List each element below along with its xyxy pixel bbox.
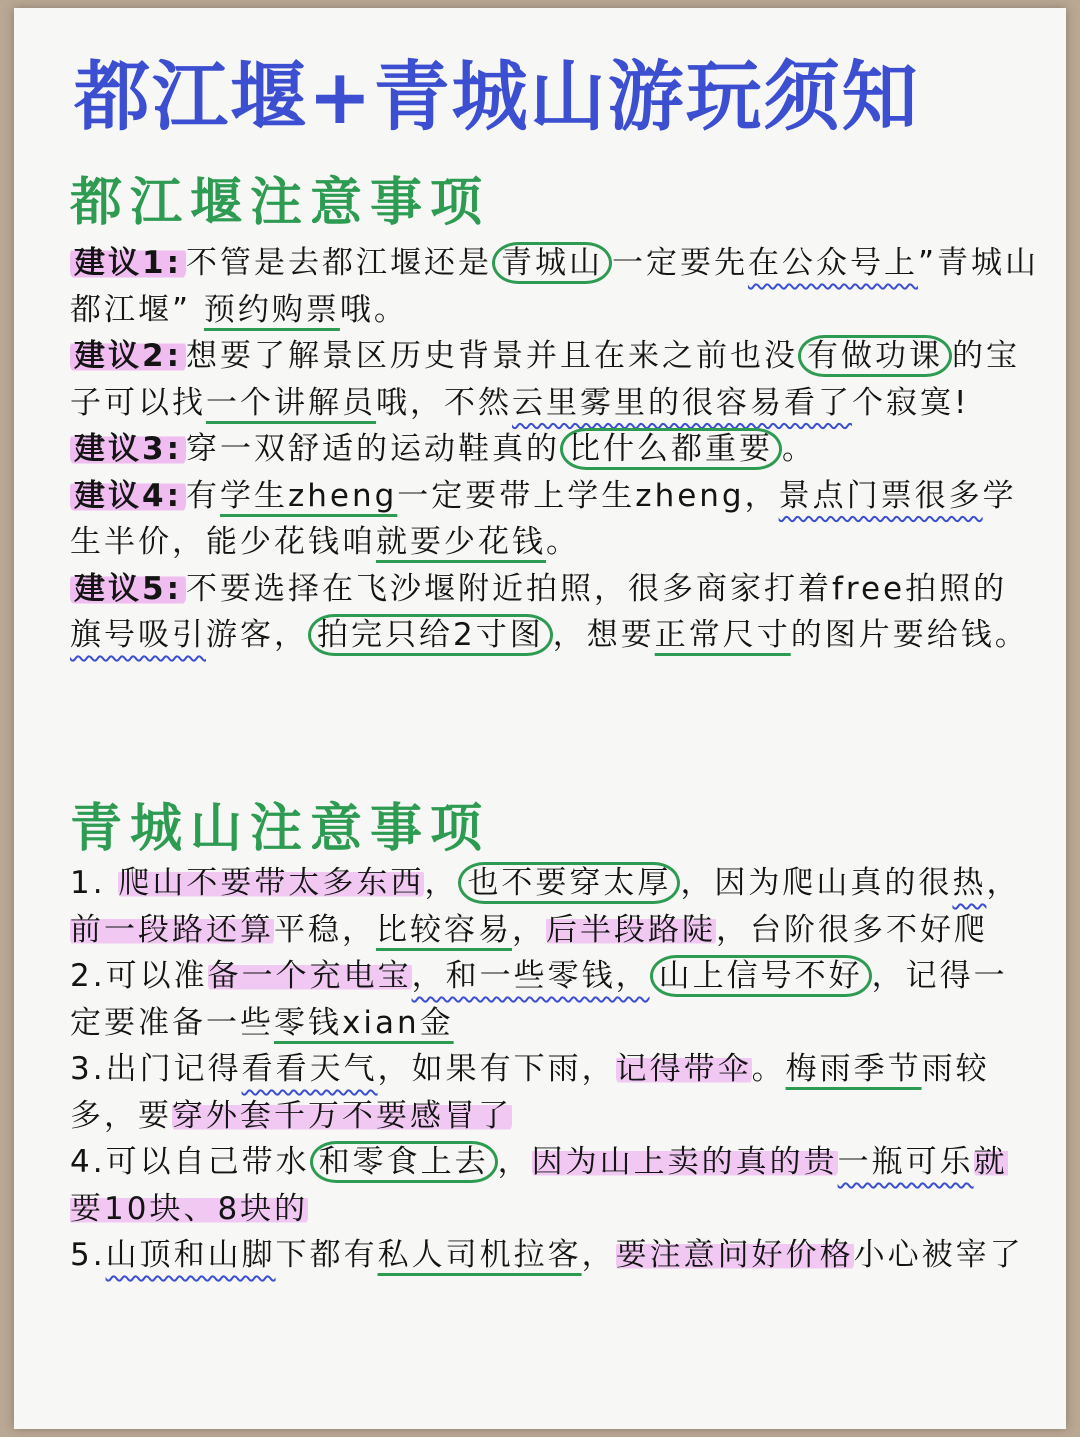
paper-sheet [14,8,1066,1429]
tip-tag: 建议4: [70,478,186,514]
tip-underlined-text: 旗号吸引 [70,617,206,653]
item-text: 5. [70,1237,106,1273]
item-text: ，台阶很多不好爬 [716,911,988,948]
tip-tag: 建议1: [70,245,186,281]
page-title: 都江堰+青城山游玩须知 [74,52,920,141]
tip-3 [70,426,1040,473]
item-circled-text: 和零食上去 [310,1141,498,1183]
item-highlight: 就要10块、8块的 [70,1144,1008,1227]
tip-text: 想要了解景区历史背景并且在来之前也没 [185,338,798,374]
tip-text: 一定要带上学生zheng， [397,477,779,514]
item-underlined-text: 私人司机拉客 [377,1237,582,1273]
tip-text: 哦。 [339,291,408,328]
item-highlight: 记得带伞 [615,1051,752,1087]
item-text: 小心被宰了 [853,1237,1024,1273]
item-underlined-text: 山顶和山脚 [105,1237,276,1273]
tip-text: 游客， [206,617,308,653]
item-underlined-text: 比较容易 [376,911,512,948]
item-text: ，因为爬山真的很 [680,865,953,901]
tip-underlined-text: 学生zheng [219,477,398,514]
item-highlight: 爬山不要带太多东西 [118,865,425,901]
item-5 [70,1232,1040,1279]
qingchengshan-items [70,860,1040,1279]
item-highlight: 因为山上卖的真的贵 [531,1144,838,1180]
tip-circled-text: 有做功课 [798,335,952,377]
item-1 [70,860,1040,953]
tip-tag: 建议5: [70,571,186,607]
tip-text: 一定要先 [611,245,748,281]
item-circled-text: 山上信号不好 [650,955,872,997]
tip-underlined-text: 就要少花钱 [376,524,546,560]
tip-circled-text: 青城山 [492,242,612,284]
item-2 [70,953,1040,1046]
tip-text: 个寂寞! [852,384,970,421]
tip-text: ，想要 [552,617,655,653]
tip-text: 。 [781,431,816,467]
qingchengshan-heading: 青城山注意事项 [70,799,491,859]
dujiangyan-heading: 都江堰注意事项 [70,173,491,233]
item-underlined-text: 热 [952,865,987,901]
item-underlined-text: ，和一些零钱， [411,958,650,994]
tip-text: 哦，不然 [376,384,512,421]
item-underlined-text: 梅雨季节 [785,1051,922,1087]
tip-underlined-text: 景点门票很多 [778,477,983,514]
tip-text: 。 [546,524,580,560]
item-text: 2.可以准 [70,958,208,994]
tip-text: 不要选择在飞沙堰附近拍照，很多商家打着free拍照的 [185,570,1008,607]
item-text: ， [986,865,1021,901]
item-text: ， [581,1237,616,1273]
item-highlight: 要注意问好价格 [615,1237,854,1273]
item-text: 3.出门记得 [70,1051,242,1087]
item-text: 。 [751,1051,786,1087]
item-text: ， [497,1144,532,1180]
tip-circled-text: 拍完只给2寸图 [308,614,553,656]
item-text: 雨较多，要 [70,1051,990,1134]
tip-underlined-text: 云里雾里的很容易看了 [512,384,852,421]
tip-underlined-text: 正常尺寸 [654,617,791,653]
tip-text: 不管是去都江堰还是 [185,245,492,281]
item-circled-text: 也不要穿太厚 [458,862,680,904]
item-3 [70,1046,1040,1139]
item-4 [70,1139,1040,1232]
tip-tag: 建议2: [70,338,186,374]
item-text: 4.可以自己带水 [70,1144,310,1180]
tip-text: 有 [185,477,220,514]
tip-text: 的宝子可以找 [70,338,1020,421]
tip-text: ”青城山都江堰” [70,245,1040,328]
tip-circled-text: 比什么都重要 [560,428,782,470]
tip-2 [70,333,1040,426]
item-text: 下都有 [275,1237,378,1273]
tip-underlined-text: 在公众号上 [747,245,918,281]
tip-1 [70,240,1040,333]
item-underlined-text: 零钱xian金 [274,1004,454,1041]
tip-text: 的图片要给钱。 [790,617,1029,653]
dujiangyan-tips [70,240,1040,659]
item-highlight: 备一个充电宝 [207,958,412,994]
item-highlight: 前一段路还算 [70,911,274,948]
tip-underlined-text: 预约购票 [203,291,340,328]
item-highlight: 后半段路陡 [546,911,716,948]
tip-5 [70,566,1040,659]
item-highlight: 穿外套千万不要感冒了 [172,1097,512,1134]
tip-tag: 建议3: [70,431,186,467]
item-text: ，记得一定要准备一些 [70,958,1008,1041]
item-text: 1. [70,865,119,901]
item-underlined-text: 看看天气 [241,1051,378,1087]
item-text: ， [512,911,546,948]
tip-text: 学生半价，能少花钱咱 [70,477,1017,560]
item-text: ，如果有下雨， [377,1051,616,1087]
tip-4 [70,473,1040,566]
item-underlined-text: 一瓶可乐 [837,1144,974,1180]
item-text: 平稳， [274,911,376,948]
item-text: ， [424,865,459,901]
tip-underlined-text: 一个讲解员 [206,384,376,421]
tip-text: 穿一双舒适的运动鞋真的 [185,431,560,467]
